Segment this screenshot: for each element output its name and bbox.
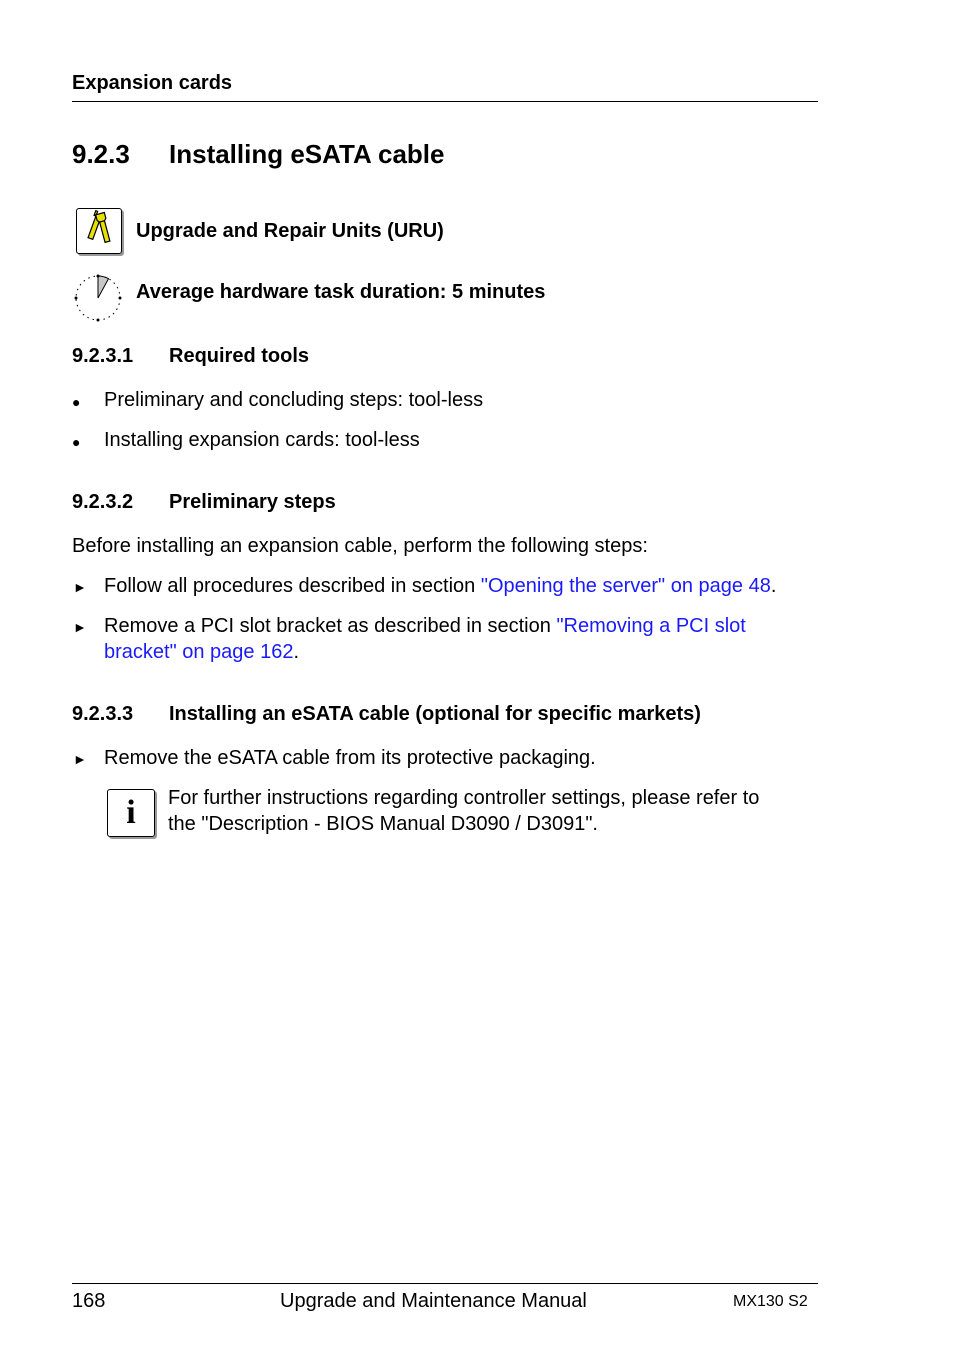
bullet-icon: ●	[72, 394, 81, 410]
duration-label: Average hardware task duration: 5 minutes	[136, 281, 546, 303]
step-text: Follow all procedures described in section	[104, 575, 481, 597]
header-rule	[72, 101, 818, 102]
required-tools-heading	[72, 345, 309, 368]
step-item	[104, 615, 746, 638]
heading-number: 9.2.3.2	[72, 491, 134, 513]
installing-esata-heading	[72, 703, 701, 726]
uru-label: Upgrade and Repair Units (URU)	[136, 220, 444, 242]
model-name: MX130 S2	[733, 1293, 808, 1310]
step-end: .	[293, 641, 300, 663]
list-item: Installing expansion cards: tool-less	[104, 429, 420, 451]
bullet-icon: ●	[72, 434, 81, 450]
step-arrow-icon: ►	[73, 619, 87, 635]
step-arrow-icon: ►	[73, 751, 87, 767]
heading-title: Preliminary steps	[169, 491, 336, 513]
removing-pci-link[interactable]: "Removing a PCI slot	[556, 615, 746, 637]
step-end: .	[770, 575, 777, 597]
info-icon: i	[107, 789, 155, 837]
heading-title: Installing an eSATA cable (optional for specific markets)	[169, 703, 701, 725]
uru-tools-icon	[76, 208, 122, 254]
manual-title: Upgrade and Maintenance Manual	[280, 1290, 587, 1312]
step-text: Remove a PCI slot bracket as described in section	[104, 615, 557, 637]
step-item-continued	[104, 641, 299, 664]
heading-number: 9.2.3.1	[72, 345, 134, 367]
section-title: Installing eSATA cable	[169, 139, 445, 169]
opening-server-link[interactable]: "Opening the server" on page 48	[480, 575, 771, 597]
note-line: the "Description - BIOS Manual D3090 / D3091".	[168, 813, 598, 835]
section-heading	[72, 139, 444, 170]
note-line: For further instructions regarding controller settings, please refer to	[168, 787, 760, 809]
section-number: 9.2.3	[72, 139, 130, 169]
heading-title: Required tools	[169, 345, 310, 367]
footer-rule	[72, 1283, 818, 1284]
heading-number: 9.2.3.3	[72, 703, 134, 725]
page-number: 168	[72, 1290, 106, 1312]
step-item	[104, 575, 776, 598]
intro-paragraph: Before installing an expansion cable, perform the following steps:	[72, 535, 648, 557]
step-arrow-icon: ►	[73, 579, 87, 595]
step-item: Remove the eSATA cable from its protective packaging.	[104, 747, 596, 769]
preliminary-steps-heading	[72, 491, 336, 514]
running-header: Expansion cards	[72, 72, 233, 94]
removing-pci-link-continued[interactable]: bracket" on page 162	[104, 641, 294, 663]
list-item: Preliminary and concluding steps: tool-less	[104, 389, 484, 411]
clock-icon	[73, 274, 123, 322]
